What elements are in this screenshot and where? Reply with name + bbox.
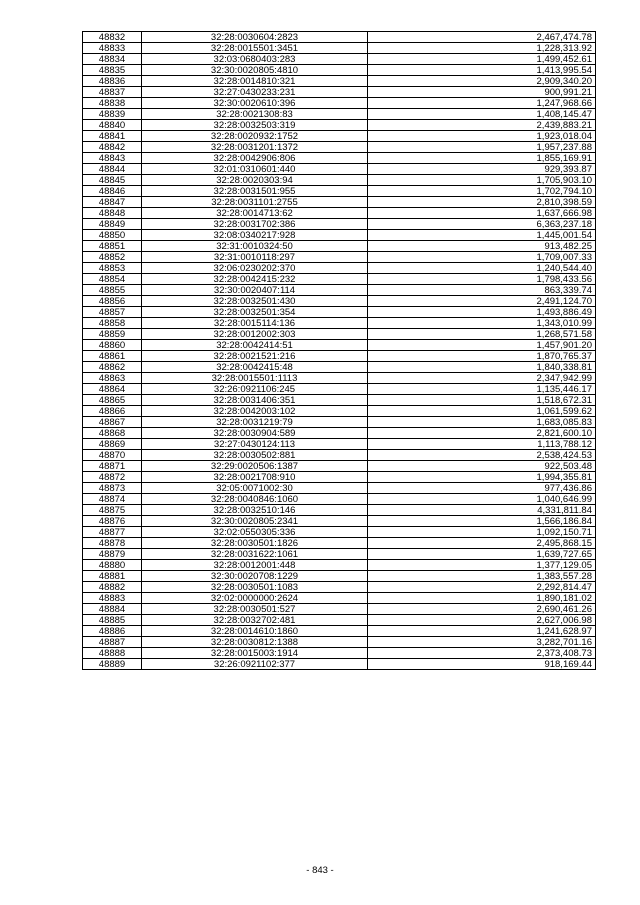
- value-cell: 1,518,672.31: [368, 395, 596, 406]
- table-row: [83, 164, 596, 175]
- cadastral-number-cell: 32:28:0032501:354: [142, 307, 368, 318]
- cadastral-number-cell: 32:28:0012001:448: [142, 560, 368, 571]
- cadastral-number-cell: 32:28:0031501:955: [142, 186, 368, 197]
- cadastral-number-cell: 32:28:0015501:3451: [142, 43, 368, 54]
- cadastral-number-cell: 32:02:0550305:336: [142, 527, 368, 538]
- cadastral-number-cell: 32:28:0031101:2755: [142, 197, 368, 208]
- cadastral-number-cell: 32:28:0042003:102: [142, 406, 368, 417]
- row-number-cell: 48866: [83, 406, 142, 417]
- value-cell: 1,709,007.33: [368, 252, 596, 263]
- cadastral-number-cell: 32:31:0010118:297: [142, 252, 368, 263]
- value-cell: 1,890,181.02: [368, 593, 596, 604]
- value-cell: 1,840,338.81: [368, 362, 596, 373]
- cadastral-number-cell: 32:05:0071002:30: [142, 483, 368, 494]
- value-cell: 1,923,018.04: [368, 131, 596, 142]
- table-row: [83, 494, 596, 505]
- table-row: [83, 659, 596, 670]
- row-number-cell: 48867: [83, 417, 142, 428]
- cadastral-number-cell: 32:27:0430124:113: [142, 439, 368, 450]
- table-row: [83, 274, 596, 285]
- row-number-cell: 48862: [83, 362, 142, 373]
- cadastral-number-cell: 32:26:0921102:377: [142, 659, 368, 670]
- row-number-cell: 48858: [83, 318, 142, 329]
- table-row: [83, 472, 596, 483]
- cadastral-number-cell: 32:28:0031406:351: [142, 395, 368, 406]
- table-row: [83, 373, 596, 384]
- row-number-cell: 48879: [83, 549, 142, 560]
- row-number-cell: 48865: [83, 395, 142, 406]
- cadastral-number-cell: 32:30:0020805:2341: [142, 516, 368, 527]
- value-cell: 1,061,599.62: [368, 406, 596, 417]
- table-row: [83, 318, 596, 329]
- row-number-cell: 48869: [83, 439, 142, 450]
- table-row: [83, 219, 596, 230]
- table-row: [83, 186, 596, 197]
- row-number-cell: 48840: [83, 120, 142, 131]
- value-cell: 1,798,433.56: [368, 274, 596, 285]
- table-row: [83, 428, 596, 439]
- table-body: [83, 32, 596, 670]
- row-number-cell: 48833: [83, 43, 142, 54]
- value-cell: 1,705,903.10: [368, 175, 596, 186]
- table-row: [83, 296, 596, 307]
- cadastral-number-cell: 32:28:0031201:1372: [142, 142, 368, 153]
- table-row: [83, 417, 596, 428]
- table-row: [83, 582, 596, 593]
- table-row: [83, 593, 596, 604]
- value-cell: 1,994,355.81: [368, 472, 596, 483]
- cadastral-number-cell: 32:28:0032702:481: [142, 615, 368, 626]
- value-cell: 2,491,124.70: [368, 296, 596, 307]
- value-cell: 900,991.21: [368, 87, 596, 98]
- table-row: [83, 197, 596, 208]
- row-number-cell: 48875: [83, 505, 142, 516]
- value-cell: 1,413,995.54: [368, 65, 596, 76]
- row-number-cell: 48880: [83, 560, 142, 571]
- value-cell: 1,702,794.10: [368, 186, 596, 197]
- row-number-cell: 48852: [83, 252, 142, 263]
- table-row: [83, 131, 596, 142]
- cadastral-number-cell: 32:28:0042414:51: [142, 340, 368, 351]
- table-row: [83, 76, 596, 87]
- cadastral-number-cell: 32:30:0020708:1229: [142, 571, 368, 582]
- row-number-cell: 48889: [83, 659, 142, 670]
- row-number-cell: 48872: [83, 472, 142, 483]
- table-row: [83, 538, 596, 549]
- cadastral-number-cell: 32:28:0014810:321: [142, 76, 368, 87]
- value-cell: 4,331,811.84: [368, 505, 596, 516]
- table-row: [83, 340, 596, 351]
- row-number-cell: 48878: [83, 538, 142, 549]
- row-number-cell: 48885: [83, 615, 142, 626]
- value-cell: 1,683,085.83: [368, 417, 596, 428]
- cadastral-number-cell: 32:28:0014610:1860: [142, 626, 368, 637]
- value-cell: 1,457,901.20: [368, 340, 596, 351]
- value-cell: 3,282,701.16: [368, 637, 596, 648]
- table-row: [83, 439, 596, 450]
- row-number-cell: 48884: [83, 604, 142, 615]
- table-row: [83, 120, 596, 131]
- value-cell: 1,240,544.40: [368, 263, 596, 274]
- row-number-cell: 48834: [83, 54, 142, 65]
- table-row: [83, 505, 596, 516]
- row-number-cell: 48870: [83, 450, 142, 461]
- value-cell: 977,436.86: [368, 483, 596, 494]
- row-number-cell: 48861: [83, 351, 142, 362]
- cadastral-number-cell: 32:28:0042415:232: [142, 274, 368, 285]
- table-row: [83, 65, 596, 76]
- cadastral-number-cell: 32:28:0031702:386: [142, 219, 368, 230]
- value-cell: 863,339.74: [368, 285, 596, 296]
- row-number-cell: 48859: [83, 329, 142, 340]
- row-number-cell: 48873: [83, 483, 142, 494]
- value-cell: 1,855,169.91: [368, 153, 596, 164]
- row-number-cell: 48832: [83, 32, 142, 43]
- cadastral-value-table: [82, 31, 596, 670]
- value-cell: 1,377,129.05: [368, 560, 596, 571]
- value-cell: 1,092,150.71: [368, 527, 596, 538]
- value-cell: 1,870,765.37: [368, 351, 596, 362]
- table-row: [83, 153, 596, 164]
- value-cell: 2,690,461.26: [368, 604, 596, 615]
- row-number-cell: 48842: [83, 142, 142, 153]
- cadastral-number-cell: 32:28:0032503:319: [142, 120, 368, 131]
- cadastral-number-cell: 32:28:0040846:1060: [142, 494, 368, 505]
- table-row: [83, 637, 596, 648]
- cadastral-number-cell: 32:28:0015003:1914: [142, 648, 368, 659]
- value-cell: 1,247,968.66: [368, 98, 596, 109]
- row-number-cell: 48847: [83, 197, 142, 208]
- value-cell: 2,810,398.59: [368, 197, 596, 208]
- table-row: [83, 307, 596, 318]
- table-row: [83, 329, 596, 340]
- value-cell: 2,821,600.10: [368, 428, 596, 439]
- value-cell: 1,228,313.92: [368, 43, 596, 54]
- row-number-cell: 48853: [83, 263, 142, 274]
- cadastral-number-cell: 32:28:0021521:216: [142, 351, 368, 362]
- table-row: [83, 483, 596, 494]
- table-row: [83, 208, 596, 219]
- cadastral-number-cell: 32:31:0010324:50: [142, 241, 368, 252]
- table-row: [83, 98, 596, 109]
- table-row: [83, 384, 596, 395]
- table-row: [83, 626, 596, 637]
- value-cell: 1,566,186.84: [368, 516, 596, 527]
- row-number-cell: 48839: [83, 109, 142, 120]
- cadastral-number-cell: 32:28:0032501:430: [142, 296, 368, 307]
- cadastral-number-cell: 32:28:0042906:806: [142, 153, 368, 164]
- value-cell: 1,637,666.98: [368, 208, 596, 219]
- value-cell: 918,169.44: [368, 659, 596, 670]
- table-row: [83, 252, 596, 263]
- table-row: [83, 648, 596, 659]
- value-cell: 2,373,408.73: [368, 648, 596, 659]
- table-row: [83, 571, 596, 582]
- row-number-cell: 48871: [83, 461, 142, 472]
- cadastral-number-cell: 32:28:0014713:62: [142, 208, 368, 219]
- table-row: [83, 527, 596, 538]
- row-number-cell: 48874: [83, 494, 142, 505]
- table-row: [83, 549, 596, 560]
- cadastral-number-cell: 32:30:0020407:114: [142, 285, 368, 296]
- value-cell: 1,493,886.49: [368, 307, 596, 318]
- value-cell: 2,292,814.47: [368, 582, 596, 593]
- row-number-cell: 48835: [83, 65, 142, 76]
- row-number-cell: 48857: [83, 307, 142, 318]
- cadastral-number-cell: 32:28:0032510:146: [142, 505, 368, 516]
- row-number-cell: 48868: [83, 428, 142, 439]
- page-number: - 843 -: [306, 865, 334, 876]
- cadastral-number-cell: 32:28:0021708:910: [142, 472, 368, 483]
- cadastral-number-cell: 32:26:0921106:245: [142, 384, 368, 395]
- row-number-cell: 48854: [83, 274, 142, 285]
- table-row: [83, 43, 596, 54]
- table-row: [83, 615, 596, 626]
- row-number-cell: 48851: [83, 241, 142, 252]
- row-number-cell: 48886: [83, 626, 142, 637]
- cadastral-number-cell: 32:28:0015114:136: [142, 318, 368, 329]
- value-cell: 1,408,145.47: [368, 109, 596, 120]
- row-number-cell: 48846: [83, 186, 142, 197]
- row-number-cell: 48881: [83, 571, 142, 582]
- cadastral-number-cell: 32:28:0030604:2823: [142, 32, 368, 43]
- table-row: [83, 351, 596, 362]
- value-cell: 2,627,006.98: [368, 615, 596, 626]
- value-cell: 2,538,424.53: [368, 450, 596, 461]
- cadastral-number-cell: 32:28:0021308:83: [142, 109, 368, 120]
- row-number-cell: 48860: [83, 340, 142, 351]
- cadastral-number-cell: 32:28:0030502:881: [142, 450, 368, 461]
- cadastral-number-cell: 32:08:0340217:928: [142, 230, 368, 241]
- value-cell: 2,347,942.99: [368, 373, 596, 384]
- cadastral-number-cell: 32:06:0230202:370: [142, 263, 368, 274]
- value-cell: 2,439,883.21: [368, 120, 596, 131]
- row-number-cell: 48843: [83, 153, 142, 164]
- value-cell: 1,957,237.88: [368, 142, 596, 153]
- table-row: [83, 362, 596, 373]
- value-cell: 6,363,237.18: [368, 219, 596, 230]
- row-number-cell: 48841: [83, 131, 142, 142]
- table-row: [83, 395, 596, 406]
- value-cell: 1,445,001.54: [368, 230, 596, 241]
- table-row: [83, 560, 596, 571]
- cadastral-number-cell: 32:28:0030904:589: [142, 428, 368, 439]
- value-cell: 1,499,452.61: [368, 54, 596, 65]
- value-cell: 2,909,340.20: [368, 76, 596, 87]
- cadastral-number-cell: 32:28:0030501:1826: [142, 538, 368, 549]
- table-row: [83, 406, 596, 417]
- row-number-cell: 48849: [83, 219, 142, 230]
- cadastral-number-cell: 32:28:0030501:1083: [142, 582, 368, 593]
- row-number-cell: 48876: [83, 516, 142, 527]
- value-cell: 1,383,557.28: [368, 571, 596, 582]
- table-row: [83, 109, 596, 120]
- table-row: [83, 142, 596, 153]
- value-cell: 1,241,628.97: [368, 626, 596, 637]
- row-number-cell: 48863: [83, 373, 142, 384]
- value-cell: 913,482.25: [368, 241, 596, 252]
- cadastral-number-cell: 32:30:0020805:4810: [142, 65, 368, 76]
- value-cell: 1,135,446.17: [368, 384, 596, 395]
- row-number-cell: 48883: [83, 593, 142, 604]
- table-row: [83, 32, 596, 43]
- row-number-cell: 48882: [83, 582, 142, 593]
- cadastral-number-cell: 32:03:0680403:283: [142, 54, 368, 65]
- table-row: [83, 263, 596, 274]
- value-cell: 929,393.87: [368, 164, 596, 175]
- table-row: [83, 87, 596, 98]
- cadastral-number-cell: 32:29:0020506:1387: [142, 461, 368, 472]
- row-number-cell: 48838: [83, 98, 142, 109]
- row-number-cell: 48856: [83, 296, 142, 307]
- row-number-cell: 48850: [83, 230, 142, 241]
- row-number-cell: 48837: [83, 87, 142, 98]
- value-cell: 1,113,788.12: [368, 439, 596, 450]
- row-number-cell: 48864: [83, 384, 142, 395]
- cadastral-number-cell: 32:28:0020303:94: [142, 175, 368, 186]
- cadastral-number-cell: 32:28:0030501:527: [142, 604, 368, 615]
- table-row: [83, 604, 596, 615]
- cadastral-number-cell: 32:30:0020610:396: [142, 98, 368, 109]
- cadastral-number-cell: 32:28:0020932:1752: [142, 131, 368, 142]
- cadastral-number-cell: 32:27:0430233:231: [142, 87, 368, 98]
- value-cell: 1,040,646.99: [368, 494, 596, 505]
- value-cell: 1,639,727.65: [368, 549, 596, 560]
- table-row: [83, 285, 596, 296]
- row-number-cell: 48844: [83, 164, 142, 175]
- cadastral-number-cell: 32:01:0310601:440: [142, 164, 368, 175]
- value-cell: 2,495,868.15: [368, 538, 596, 549]
- table-row: [83, 241, 596, 252]
- cadastral-number-cell: 32:28:0031219:79: [142, 417, 368, 428]
- table-row: [83, 54, 596, 65]
- row-number-cell: 48888: [83, 648, 142, 659]
- cadastral-number-cell: 32:28:0042415:48: [142, 362, 368, 373]
- value-cell: 922,503.48: [368, 461, 596, 472]
- table-row: [83, 175, 596, 186]
- cadastral-number-cell: 32:28:0015501:1113: [142, 373, 368, 384]
- table-row: [83, 461, 596, 472]
- table-row: [83, 450, 596, 461]
- row-number-cell: 48855: [83, 285, 142, 296]
- value-cell: 1,343,010.99: [368, 318, 596, 329]
- cadastral-number-cell: 32:28:0030812:1388: [142, 637, 368, 648]
- table-row: [83, 230, 596, 241]
- row-number-cell: 48887: [83, 637, 142, 648]
- value-cell: 1,268,571.58: [368, 329, 596, 340]
- table-row: [83, 516, 596, 527]
- row-number-cell: 48836: [83, 76, 142, 87]
- cadastral-number-cell: 32:28:0012002:303: [142, 329, 368, 340]
- cadastral-number-cell: 32:02:0000000:2624: [142, 593, 368, 604]
- row-number-cell: 48877: [83, 527, 142, 538]
- row-number-cell: 48848: [83, 208, 142, 219]
- value-cell: 2,467,474.78: [368, 32, 596, 43]
- row-number-cell: 48845: [83, 175, 142, 186]
- cadastral-number-cell: 32:28:0031622:1061: [142, 549, 368, 560]
